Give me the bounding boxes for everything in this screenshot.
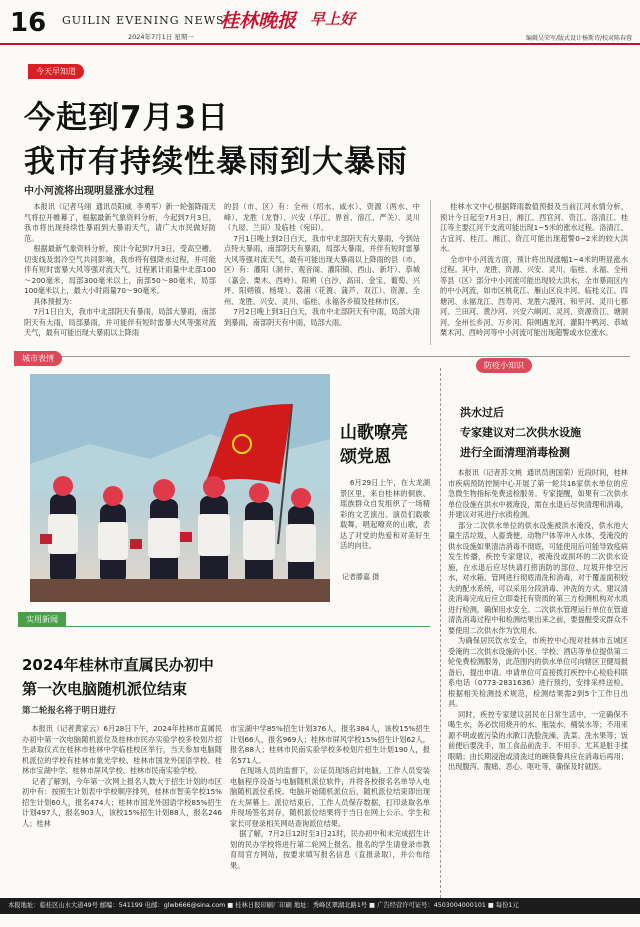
story-column-3: 桂林水文中心根据降雨数值预报及当前江河水情分析，预计今日起至7月3日，湘江、西官河、资江、洛清江、桂江等主要江河干支流可能出现1~5米的涨水过程。洛清江、古宜河、桂江、湘江、资江可能出现超警0~2米的较大洪水。 全市中小河流方面，预计将出现涨幅1~4米的明显涨水过程。其中，龙胜、资源、兴安、灵川、临桂、永福、全州等县（区）部分中小河流可能出现较大洪水，全市暴雨区内的中小河流，如市区桃花江、雁山区良丰河、临桂义江、四塘河、永福龙江、西寿河、龙胜六漫河、和平河、灵川七都河、兰田河、黄沙河、兴安六峒河、灵河、资源资江、塘洞河、全州长乡河、万乡河、阳朔遇龙河、灌阳牛鸭河、恭城栗木河、西岭河等中小河流可能出现超警或水位涨水。	[440, 202, 628, 337]
footer-text: 本报地址：临桂区山水大道49号 邮编：541199 电邮：glwb666@sina.com ■ 桂林日报印刷厂印刷 地址：秀峰区翠湖北路1号 ■ 广告经营许可证号：4503004000101 ■ 每份1元	[8, 902, 519, 909]
prevention-title-2: 专家建议对二次供水设施	[460, 426, 581, 439]
section-logo: 早上好	[310, 10, 356, 28]
section-divider	[20, 356, 630, 357]
city-feature-title-1: 山歌嘹亮	[340, 423, 408, 443]
prevention-title-3: 进行全面清理消毒检测	[460, 446, 570, 459]
prevention-title-1: 洪水过后	[460, 406, 504, 419]
paper-name-en: GUILIN EVENING NEWS	[62, 14, 225, 27]
section-tag-today: 今天早知道	[28, 64, 84, 79]
school-headline-2: 第一次电脑随机派位结束	[22, 680, 188, 698]
photo-caption: 6月29日上午，在大龙湖景区里，来自桂林的侗族、瑶族群众自发组织了一场精彩的文艺演出。演员们载歌载舞，唱起嘹亮的山歌，表达了对党的热爱和对美好生活的向往。	[340, 478, 430, 550]
school-column-2: 市宝湖中学85%招生计划376人，报名384人，该校15%招生计划66人，报名969人；桂林市屏风学校15%招生计划62人，报名88人；桂林市民南实验学校多校划片招生计划190人，报名571人。 在现场人员的监督下，公证员现场启封电脑，工作人员安装电脑程序设备与电脑随机派位软件，并将各校报名名单导入电脑随机派位系统。电脑开始随机派位后，随机派位结束即出现在大屏幕上。派位结束后，工作人员保存数据，打印录取名单并现场签名封存，随机派位结果将于当日在网上公示。学生和家长可登录相关网站查询派位结果。 据了解，7月2日12时至3日21时，民办初中和未完成招生计划的民办学校将进行第二轮网上报名。报名的学生请登录市教育局官方网站，按要求填写报名信息（直报录取），并公布结果。	[230, 724, 430, 870]
school-headline-1: 2024年桂林市直属民办初中	[22, 656, 214, 674]
page-number: 16	[10, 8, 47, 38]
subheadline: 中小河流将出现明显涨水过程	[24, 186, 154, 197]
headline-line1: 今起到7月3日	[24, 100, 230, 136]
section-tag-prevention: 防疫小知识	[476, 358, 532, 373]
green-rule	[20, 626, 430, 627]
story-column-2: 的县（市、区）有：全州（绍水、咸水）、资源（两水、中峰）、龙胜（龙脊）、兴安（华江、界首、溶江、严关）、灵川（九屋、兰田）及临桂（宛田）。 7月1日晚上到2日白天，我市中北部阴天有大暴雨，今到站点特大暴雨，南部阴天有暴雨，局部大暴雨，并伴有短时雷暴大风等强对流天气，最有可能出现大暴雨以上降雨的县（市、区）有：灌阳（洞井、观音阁、灌阳镇、西山、新圩）、恭城（嘉会、栗木、西岭）、阳朔（白沙、高田、金宝、葡萄、兴坪、阳朔镇、杨堤）、荔浦（花篢、蒲芦、双江）、资源、全州、龙胜、兴安、灵川、临桂、永福各乡镇及桂林市区。 7月2日晚上到3日白天，我市中北部阴天有中雨，局部大雨到暴雨，南部阴天有中雨，局部大雨。	[224, 202, 420, 327]
date-line: 2024年7月1日 星期一	[128, 33, 194, 41]
headline-line2: 我市有持续性暴雨到大暴雨	[24, 144, 408, 180]
column-divider	[430, 200, 431, 345]
footer-bar	[0, 898, 640, 914]
story-column-1: 本报讯（记者马翊 通讯员阳威 李勇军）新一轮强降雨天气将拉开帷幕了，根据最新气象资料分析，今起到7月3日，我市将出现持续性暴雨到大暴雨天气，请广大市民做好防范。 根据最新气象资料分析，预计今起到7月3日，受高空槽、切变线及弱冷空气共同影响，我市将有强降水过程，并可能伴有短时雷暴大风等强对流天气，过程累计雨量中北部100～200毫米，局部300毫米以上，南部50～80毫米，局部100毫米以上，最大小时雨量70～90毫米。 具体预报为： 7月1日白天，我市中北部阴天有暴雨，局部大暴雨，南部阴天有大雨，局部暴雨，并可能伴有短时雷暴大风等强对流天气，最有可能出现大暴雨以上降雨	[24, 202, 216, 337]
editor-credits: 编辑吴荣军/版式设计杨斯诗/校对陈春蓉	[525, 35, 632, 42]
photo-credit: 记者滕嘉 摄	[342, 573, 380, 581]
prevention-body: 本报讯（记者苏文桃 通讯员唐国荣）近段时间，桂林市疾病预防控制中心开展了第一轮共16家供水单位的应急微生物指标免费送检服务。专家提醒，如果有二次供水单位设施在洪水中被淹没，需在水退后尽快清理和消毒，并建议对其进行水质检测。 部分二次供水单位的供水设施被洪水淹没，供水池大量生活垃圾、人畜粪便、动物尸体等冲入水体，受淹没的供水设施如果清洁消毒不彻底，可能使用后可能导致疫病发生传播，疾控专家建议，被淹没或损坏的二次供水设施，在水退后应尽快请打捞消防的部位、垃圾开排空污水，对水箱、管网进行彻底清洗和消毒，对于覆盖面积较大的配水系统，可以采用分段消毒、冲洗的方式。建议清洗消毒完成后应立即委托有资质的第三方检测机构对水质进行检测，确保用水安全。二次供水管理运行单位在管道清洗消毒过程中和检测结果出来之前，要提醒受灾群众不要使用二次供水作为饮用水。 为确保居民饮水安全，市疾控中心现对桂林市五城区受淹的二次供水设施的小区、学校、酒店等单位提供第二轮免费检测服务，此范围内的供水单位可向辖区卫健局报备后，提出申请。申请单位可直接拨打疾控中心检验科联系电话（0773-2831636）进行预约，安排采样送检。根据相关检测技术规范，检测结果需2到5个工作日出具。 同时，疾控专家建议居民在日常生活中，一定确保不喝生水，务必饮用烧开的水、瓶装水、桶装水等；不用来源不明或被污染的水漱口洗脸洗澡、洗菜、洗水果等；饭前便后要洗手，加工食品前洗手。不用手、尤其是脏手揉眼睛；由长期浸泡或清洗过的碗筷餐具应在消毒后再用；出现腹泻、腹痛、恶心、呕吐等，确保及时就医。	[448, 468, 628, 771]
section-tag-city: 城市表情	[14, 351, 62, 366]
dashed-divider	[440, 368, 441, 898]
performance-photo	[30, 374, 330, 602]
school-column-1: 本报讯（记者黄家云）6月28日下午，2024年桂林市直属民办初中第一次电脑随机派位及桂林市民办实验学校多校划片招生录取仪式在桂林市桂林中学临桂校区举行，当天参加电脑随机派位的学校有桂林市象光学校、桂林市国龙外国语学校、桂林市宝湖中学、桂林市屏风学校、桂林市民南实验学校。 记者了解到，今年第一次网上报名人数大于招生计划的市区初中有：按照生计划表中学校顺序排列，桂林市智美学校15%招生计划60人，报名474人；桂林市国龙外国语学校85%招生计划497人，报名903人，该校15%招生计划88人，报名246人；桂林	[22, 724, 222, 828]
photo-illustration	[30, 374, 330, 602]
city-feature-title-2: 颂党恩	[340, 447, 391, 467]
header-rule	[0, 43, 640, 45]
section-tag-practical: 实用新闻	[18, 612, 66, 627]
school-subhead: 第二轮报名将于明日进行	[22, 706, 116, 716]
newspaper-logo: 桂林晚报	[220, 10, 297, 32]
